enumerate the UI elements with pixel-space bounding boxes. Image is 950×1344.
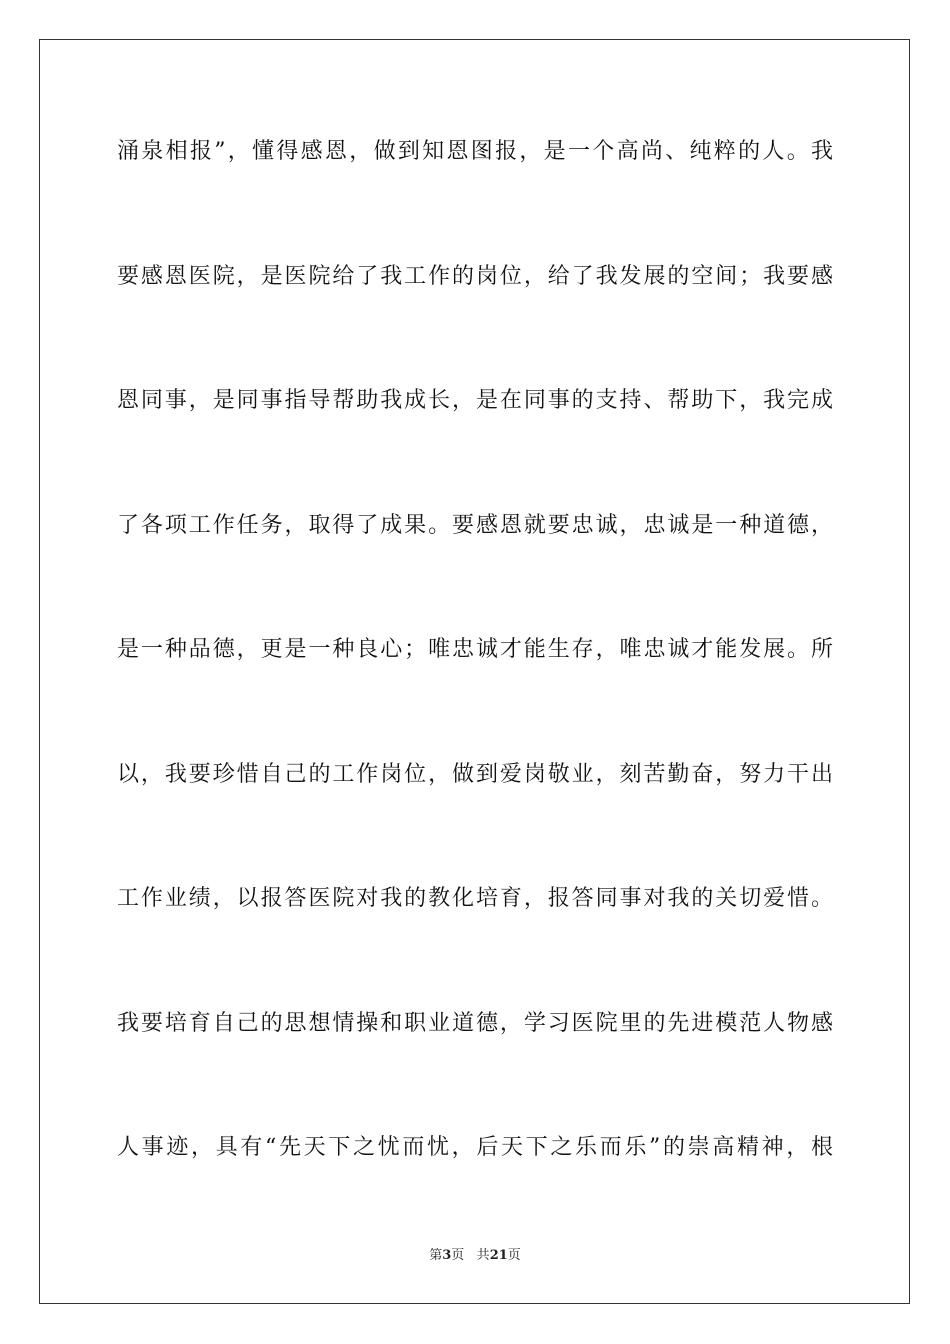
text-line: 恩同事，是同事指导帮助我成长，是在同事的支持、帮助下，我完成 [117,388,833,413]
text-line: 是一种品德，更是一种良心；唯忠诚才能生存，唯忠诚才能发展。所 [117,637,833,662]
text-line: 工作业绩，以报答医院对我的教化培育，报答同事对我的关切爱惜。 [117,886,833,911]
page-number: 3 [442,1248,452,1263]
page-border [39,39,910,1304]
total-pages: 21 [489,1248,508,1263]
total-prefix: 共 [476,1248,490,1263]
text-line: 我要培育自己的思想情操和职业道德，学习医院里的先进模范人物感 [117,1011,833,1036]
text-line: 人事迹，具有“先天下之忧而忧，后天下之乐而乐”的崇高精神，根 [117,1135,833,1160]
total-suffix: 页 [507,1248,521,1263]
page-prefix: 第 [429,1248,443,1263]
page-suffix: 页 [451,1248,465,1263]
page-footer [0,1247,950,1265]
text-line: 涌泉相报”，懂得感恩，做到知恩图报，是一个高尚、纯粹的人。我 [117,139,833,164]
text-line: 以，我要珍惜自己的工作岗位，做到爱岗敬业，刻苦勤奋，努力干出 [117,762,833,787]
text-line: 要感恩医院，是医院给了我工作的岗位，给了我发展的空间；我要感 [117,264,833,289]
text-line: 了各项工作任务，取得了成果。要感恩就要忠诚，忠诚是一种道德， [117,513,833,538]
